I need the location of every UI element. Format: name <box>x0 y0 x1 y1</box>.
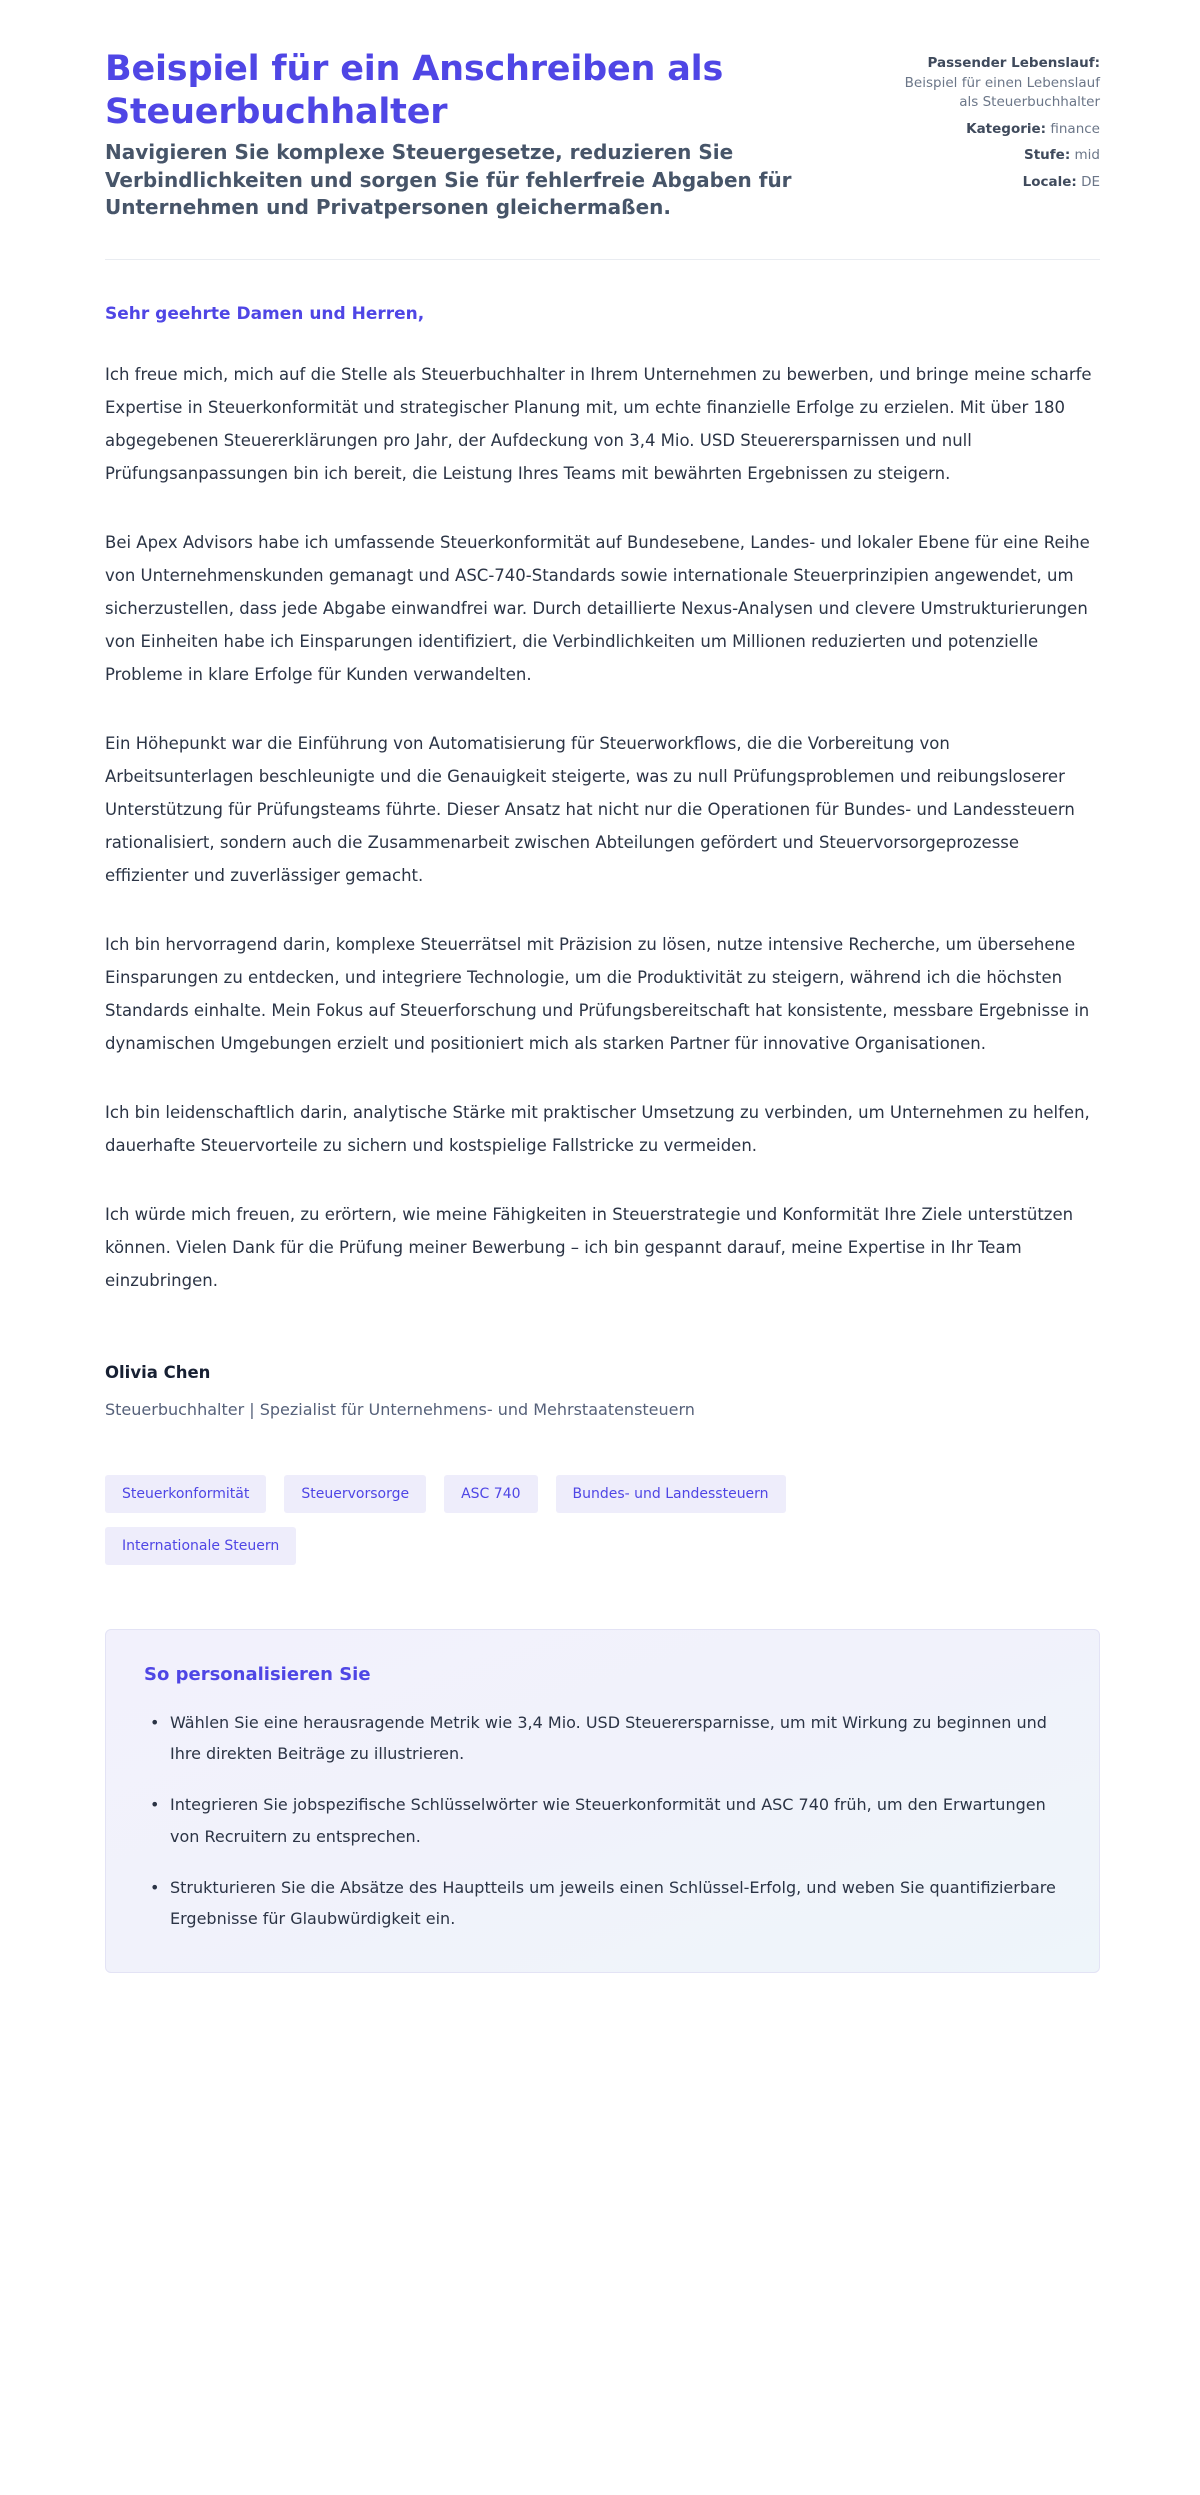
document-header <box>105 48 1100 221</box>
bullet-icon: • <box>150 1877 160 1897</box>
header-text-block <box>105 48 860 221</box>
letter-paragraph: Ich bin hervorragend darin, komplexe Steuerrätsel mit Präzision zu lösen, nutze intensive Recherche, um übersehene Einsparungen zu entdecken, und integriere Technologie, um die Produktivität zu steigern, während ich die höchsten Standards einhalte. Mein Fokus auf Steuerforschung und Prüfungsbereitschaft hat konsistente, messbare Ergebnisse in dynamischen Umgebungen erzielt und positioniert mich als starken Partner für innovative Organisationen. <box>105 934 1090 1053</box>
metadata-row-locale <box>900 173 1100 193</box>
list-item <box>144 1707 1061 1769</box>
tag-chip[interactable]: Steuervorsorge <box>284 1475 426 1513</box>
tag-chip[interactable]: ASC 740 <box>444 1475 537 1513</box>
page-title: Beispiel für ein Anschreiben als Steuerbuchhalter <box>105 49 724 132</box>
signature-name: Olivia Chen <box>105 1362 211 1382</box>
letter-paragraph: Ich würde mich freuen, zu erörtern, wie meine Fähigkeiten in Steuerstrategie und Konformität Ihre Ziele unterstützen können. Vielen Dank für die Prüfung meiner Bewerbung – ich bin gespannt darauf, meine Expertise in Ihr Team einzubringen. <box>105 1204 1074 1290</box>
callout-bullet-list <box>144 1707 1061 1934</box>
metadata-value: finance <box>1050 120 1100 137</box>
tag-chip[interactable]: Internationale Steuern <box>105 1527 296 1565</box>
letter-paragraph: Ich freue mich, mich auf die Stelle als Steuerbuchhalter in Ihrem Unternehmen zu bewerben, und bringe meine scharfe Expertise in Steuerkonformität und strategischer Planung mit, um echte finanzielle Erfolge zu erzielen. Mit über 180 abgegebenen Steuererklärungen pro Jahr, der Aufdeckung von 3,4 Mio. USD Steuerersparnissen und null Prüfungsanpassungen bin ich bereit, die Leistung Ihres Teams mit bewährten Ergebnissen zu steigern. <box>105 364 1092 483</box>
personalization-callout <box>105 1629 1100 1973</box>
list-item-text: Strukturieren Sie die Absätze des Hauptteils um jeweils einen Schlüssel-Erfolg, und weben Sie quantifizierbare Ergebnisse für Glaubwürdigkeit ein. <box>170 1877 1056 1928</box>
metadata-label: Kategorie: <box>966 120 1047 137</box>
tag-chip[interactable]: Bundes- und Landessteuern <box>556 1475 786 1513</box>
metadata-row-category <box>900 120 1100 140</box>
metadata-row-level <box>900 146 1100 166</box>
salutation: Sehr geehrte Damen und Herren, <box>105 303 425 324</box>
metadata-value: Beispiel für einen Lebenslauf als Steuerbuchhalter <box>904 74 1100 111</box>
list-item-text: Integrieren Sie jobspezifische Schlüsselwörter wie Steuerkonformität und ASC 740 früh, um den Erwartungen von Recruitern zu entsprechen. <box>170 1795 1046 1846</box>
document-metadata <box>900 48 1100 192</box>
letter-body <box>105 304 1100 1419</box>
metadata-row-matching-resume <box>900 54 1100 113</box>
signature-block <box>105 1363 1100 1419</box>
letter-paragraph: Ein Höhepunkt war die Einführung von Automatisierung für Steuerworkflows, die die Vorbereitung von Arbeitsunterlagen beschleunigte und die Genauigkeit steigerte, was zu null Prüfungsproblemen und reibungsloserer Unterstützung für Prüfungsteams führte. Dieser Ansatz hat nicht nur die Operationen für Bundes- und Landessteuern rationalisiert, sondern auch die Zusammenarbeit zwischen Abteilungen gefördert und Steuervorsorgeprozesse effizienter und zuverlässiger gemacht. <box>105 733 1075 885</box>
list-item <box>144 1789 1061 1851</box>
metadata-value: mid <box>1074 147 1100 164</box>
callout-title: So personalisieren Sie <box>144 1663 371 1685</box>
page-subtitle: Navigieren Sie komplexe Steuergesetze, reduzieren Sie Verbindlichkeiten und sorgen Sie für fehlerfreie Abgaben für Unternehmen und Privatpersonen gleichermaßen. <box>105 140 792 219</box>
header-divider <box>105 259 1100 260</box>
bullet-icon: • <box>150 1712 160 1732</box>
tag-chip[interactable]: Steuerkonformität <box>105 1475 266 1513</box>
list-item-text: Wählen Sie eine herausragende Metrik wie 3,4 Mio. USD Steuerersparnisse, um mit Wirkung zu beginnen und Ihre direkten Beiträge zu illustrieren. <box>170 1712 1047 1764</box>
metadata-label: Locale: <box>1022 173 1077 190</box>
metadata-label: Passender Lebenslauf: <box>927 55 1100 71</box>
tag-list <box>105 1475 905 1565</box>
metadata-value: DE <box>1081 173 1100 190</box>
list-item <box>144 1872 1061 1934</box>
letter-paragraph: Bei Apex Advisors habe ich umfassende Steuerkonformität auf Bundesebene, Landes- und lokaler Ebene für eine Reihe von Unternehmenskunden gemanagt und ASC-740-Standards sowie internationale Steuerprinzipien angewendet, um sicherzustellen, dass jede Abgabe einwandfrei war. Durch detaillierte Nexus-Analysen und clevere Umstrukturierungen von Einheiten habe ich Einsparungen identifiziert, die Verbindlichkeiten um Millionen reduzierten und potenzielle Probleme in klare Erfolge für Kunden verwandelten. <box>105 532 1090 684</box>
bullet-icon: • <box>150 1795 160 1815</box>
letter-paragraph: Ich bin leidenschaftlich darin, analytische Stärke mit praktischer Umsetzung zu verbinden, um Unternehmen zu helfen, dauerhafte Steuervorteile zu sichern und kostspielige Fallstricke zu vermeiden. <box>105 1102 1090 1155</box>
signature-role: Steuerbuchhalter | Spezialist für Unternehmens- und Mehrstaatensteuern <box>105 1399 695 1419</box>
metadata-label: Stufe: <box>1024 147 1071 164</box>
